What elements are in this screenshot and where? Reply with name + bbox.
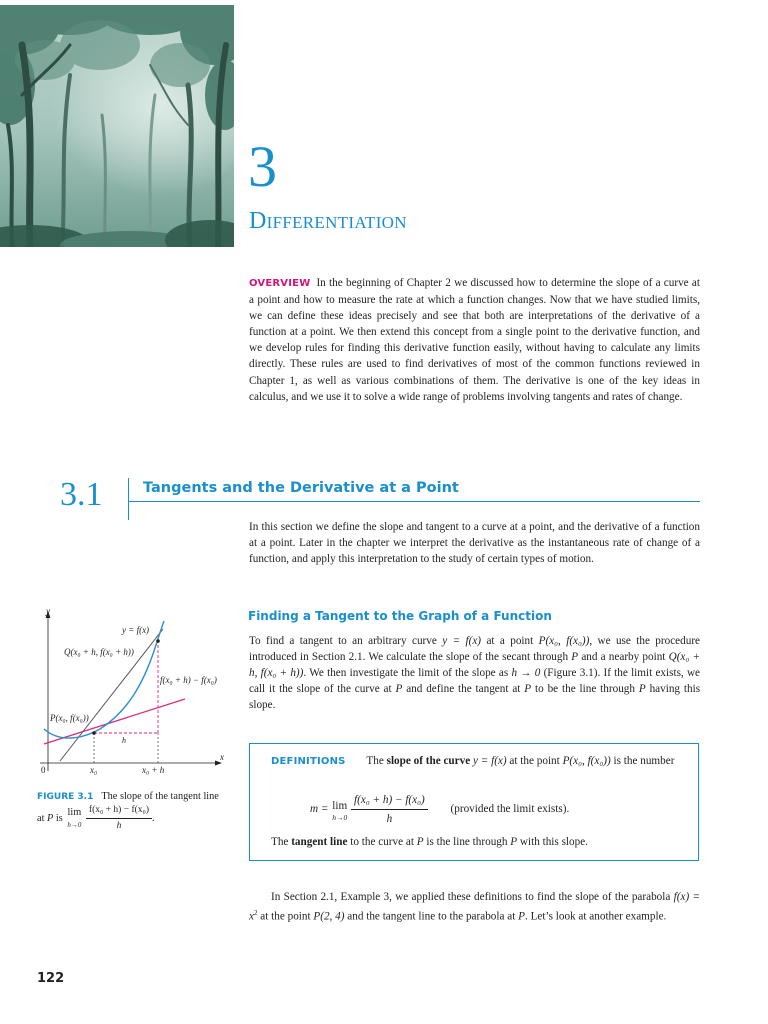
p-label: P(x₀, f(x₀)) <box>50 713 89 723</box>
point-p-marker <box>92 731 96 735</box>
section-divider-rule <box>128 501 700 502</box>
caption-numerator: f(x₀ + h) − f(x₀) <box>86 804 152 819</box>
forest-photo <box>0 5 234 247</box>
x0-label: x₀ <box>90 765 98 775</box>
overview-paragraph <box>249 275 700 405</box>
chapter-title: Differentiation <box>249 208 407 234</box>
rise-label: f(x₀ + h) − f(x₀) <box>160 675 217 685</box>
figure-graph <box>30 603 245 783</box>
definitions-box <box>249 743 699 861</box>
run-label: h <box>122 736 126 745</box>
definition-formula: m = lim h→0 $\frac{\text{f(x₀ + h) − f(x₀)}}{h}$ (provided the limit exists). <box>310 794 570 826</box>
y-axis-label: y <box>46 606 50 616</box>
overview-text: In the beginning of Chapter 2 we discussed how to determine the slope of a curve at a point and how to measure the rate at which a function changes. Now that we have studied limits, we can define these ideas precisely and see that both are interpretations of the derivative of a function at a point. We then extend this concept from a single point to the derivative function, and we develop rules for finding this derivative function easily, without having to calculate any limits directly. These rules are used to find derivatives of most of the common functions reviewed in Chapter 1, as well as various combinations of them. The derivative is one of the key ideas in calculus, and we use it to solve a wide range of problems involving tangents and rates of change. <box>249 277 700 403</box>
definition-slope: DEFINITIONS The slope of the curve y = f(x) at the point P(x₀, f(x₀)) is the number <box>271 755 675 767</box>
overview-label: OVERVIEW <box>249 278 311 289</box>
point-q-marker <box>156 639 160 643</box>
x0h-label: x₀ + h <box>142 765 165 775</box>
section-intro-text: In this section we define the slope and tangent to a curve at a point, and the derivative of a function at a point. Later in the chapter we interpret the derivative as the instantaneous rate of change of a function, and apply this interpretation to the study of certain types of motion. <box>249 521 700 566</box>
definition-tangent: The tangent line to the curve at P is the line through P with this slope. <box>271 836 588 848</box>
figure-caption: FIGURE 3.1 The slope of the tangent line at P is lim h→0 $\frac{\text{f(x₀ + h) − f(x₀)}}{h}$ . <box>37 791 219 831</box>
page-number: 122 <box>37 971 65 986</box>
section-divider-vertical <box>128 478 129 520</box>
figure-label: FIGURE 3.1 <box>37 792 94 802</box>
curve-label: y = f(x) <box>122 625 150 635</box>
point-p: P(x₀, f(x₀)) <box>538 635 590 647</box>
x-axis-label: x <box>220 752 224 762</box>
subsection-title: Finding a Tangent to the Graph of a Function <box>248 609 552 623</box>
example-paragraph: In Section 2.1, Example 3, we applied these definitions to find the slope of the parabola $f(x) = x^2$ at the point P(2, 4) and the tangent line to the parabola at P. Let’s look at another example. <box>249 891 700 923</box>
q-label: Q(x₀ + h, f(x₀ + h)) <box>64 647 134 657</box>
chapter-number: 3 <box>248 134 277 199</box>
section-title: Tangents and the Derivative at a Point <box>143 480 459 496</box>
formula-numerator: f(x₀ + h) − f(x₀) <box>351 792 428 810</box>
origin-label: 0 <box>41 765 46 775</box>
point-q: Q(x₀ + h, f(x₀ + h)) <box>249 651 701 680</box>
tangent-paragraph: To find a tangent to an arbitrary curve y = f(x) at a point P(x₀, f(x₀)), we use the procedure introduced in Section 2.1. We calculate the slope of the secant through P and a nearby point Q(x₀ + h, f(x₀ + h)). We then investigate the limit of the slope as h → 0 (Figure 3.1). If the limit exists, we call it the slope of the curve at P and define the tangent at P to be the line through P having this slope. <box>249 635 701 712</box>
section-intro <box>249 519 700 567</box>
definitions-label: DEFINITIONS <box>271 756 346 767</box>
section-number: 3.1 <box>60 476 103 513</box>
equation-curve: y = f(x) <box>442 635 482 647</box>
